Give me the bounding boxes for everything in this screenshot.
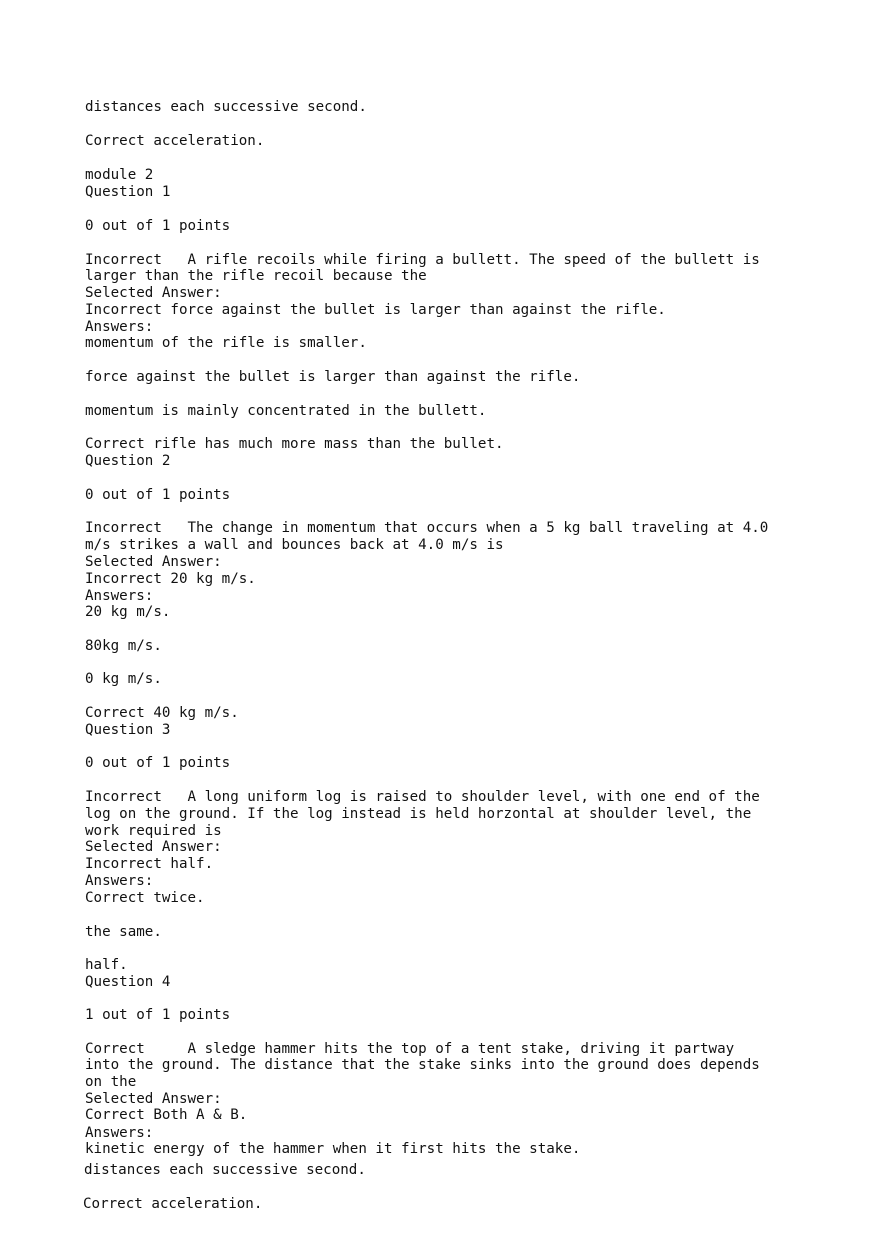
selected-answer: Correct Both A & B.	[85, 1107, 248, 1123]
answer-option: Correct twice.	[85, 890, 205, 906]
text-line: module 2	[85, 167, 154, 183]
answer-option: kinetic energy of the hammer when it first hits the stake.	[85, 1141, 581, 1157]
question-text: into the ground. The distance that the stake sinks into the ground does depends	[85, 1057, 760, 1073]
question-text: m/s strikes a wall and bounces back at 4.0 m/s is	[85, 537, 504, 553]
answer-option: half.	[85, 957, 128, 973]
question-text: on the	[85, 1074, 137, 1090]
selected-answer-label: Selected Answer:	[85, 554, 222, 570]
question-text: Correct A sledge hammer hits the top of a tent stake, driving it partway	[85, 1041, 735, 1057]
answer-option: force against the bullet is larger than against the rifle.	[85, 369, 581, 385]
points-text: 0 out of 1 points	[85, 487, 231, 503]
answer-option: momentum of the rifle is smaller.	[85, 335, 367, 351]
text-line: distances each successive second.	[85, 99, 367, 115]
answer-option: 20 kg m/s.	[85, 604, 171, 620]
question-heading: Question 1	[85, 184, 171, 200]
answer-option: Correct 40 kg m/s.	[85, 705, 239, 721]
text-line: Correct acceleration.	[83, 1196, 263, 1212]
answer-option: the same.	[85, 924, 162, 940]
question-text: larger than the rifle recoil because the	[85, 268, 427, 284]
text-line: Correct acceleration.	[85, 133, 265, 149]
question-heading: Question 3	[85, 722, 171, 738]
selected-answer-label: Selected Answer:	[85, 839, 222, 855]
answer-option: momentum is mainly concentrated in the bullett.	[85, 403, 487, 419]
answers-label: Answers:	[85, 873, 154, 889]
question-text: Incorrect A rifle recoils while firing a bullett. The speed of the bullett is	[85, 252, 760, 268]
selected-answer: Incorrect half.	[85, 856, 214, 872]
answers-label: Answers:	[85, 588, 154, 604]
selected-answer-label: Selected Answer:	[85, 1091, 222, 1107]
selected-answer: Incorrect force against the bullet is larger than against the rifle.	[85, 302, 666, 318]
answer-option: Correct rifle has much more mass than the bullet.	[85, 436, 504, 452]
question-heading: Question 4	[85, 974, 171, 990]
question-text: Incorrect The change in momentum that occurs when a 5 kg ball traveling at 4.0	[85, 520, 769, 536]
selected-answer-label: Selected Answer:	[85, 285, 222, 301]
points-text: 0 out of 1 points	[85, 755, 231, 771]
question-text: log on the ground. If the log instead is held horzontal at shoulder level, the	[85, 806, 752, 822]
question-heading: Question 2	[85, 453, 171, 469]
question-text: Incorrect A long uniform log is raised to shoulder level, with one end of the	[85, 789, 760, 805]
question-text: work required is	[85, 823, 222, 839]
points-text: 0 out of 1 points	[85, 218, 231, 234]
text-line: distances each successive second.	[84, 1162, 366, 1178]
points-text: 1 out of 1 points	[85, 1007, 231, 1023]
selected-answer: Incorrect 20 kg m/s.	[85, 571, 256, 587]
answer-option: 0 kg m/s.	[85, 671, 162, 687]
answer-option: 80kg m/s.	[85, 638, 162, 654]
answers-label: Answers:	[85, 319, 154, 335]
answers-label: Answers:	[85, 1125, 154, 1141]
